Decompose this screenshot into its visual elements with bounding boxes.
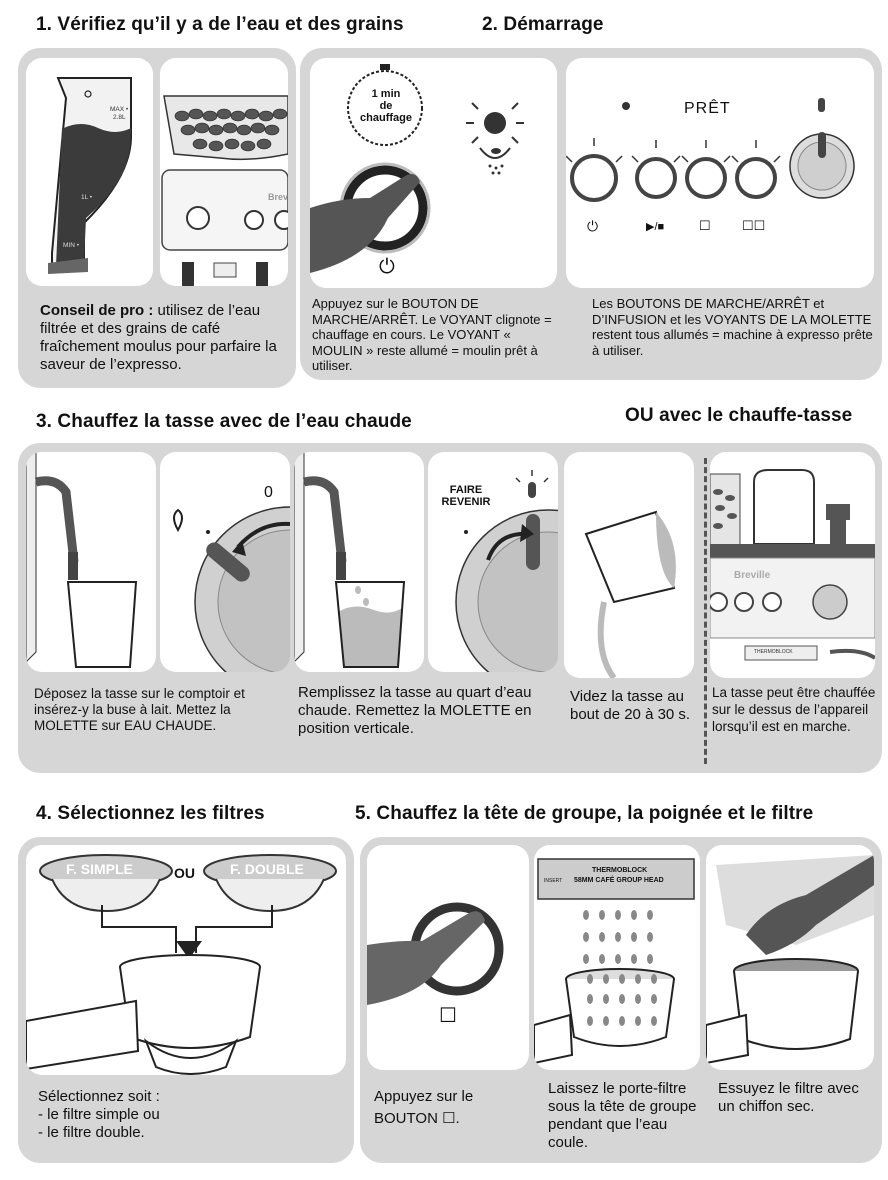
wipe-filter-card <box>706 845 874 1070</box>
tank-max-label: MAX • <box>110 106 129 113</box>
group-head-card <box>534 845 700 1070</box>
plate-insert: INSERT <box>544 878 563 884</box>
press-cup-card <box>367 845 529 1070</box>
step5-caption-a <box>374 1086 524 1130</box>
step3-caption-a: Déposez la tasse sur le comptoir et insérez-y la buse à lait. Mettez la MOLETTE sur EAU CHAUDE. <box>34 686 245 733</box>
step3-alt-heading: OU avec le chauffe-tasse <box>625 405 853 426</box>
tip-title: Conseil de pro : <box>40 302 154 319</box>
double-cup-icon: ☐☐ <box>742 218 766 233</box>
timer-line3: chauffage <box>360 112 412 124</box>
dial-hot-water-card <box>160 452 290 672</box>
step5-caption-a-text: Appuyez sur le BOUTON <box>374 1088 474 1127</box>
step3-heading: 3. Chauffez la tasse avec de l’eau chaude <box>36 411 412 432</box>
ready-panel-card <box>566 58 874 288</box>
cup-wand-card <box>26 452 156 672</box>
step3-caption-b: Remplissez la tasse au quart d’eau chaude. Remettez la MOLETTE en position verticale. <box>298 684 532 737</box>
bean-hopper-card <box>160 58 288 286</box>
step5-caption-c: Essuyez le filtre avec un chiffon sec. <box>718 1080 859 1115</box>
machine-brand-label: Brev <box>268 192 288 202</box>
tank-max-volume: 2.8L <box>113 114 126 121</box>
plate-line1: THERMOBLOCK <box>592 867 648 874</box>
dial-zero-label: 0 <box>264 484 273 501</box>
timer-line1: 1 min <box>371 88 401 100</box>
step5-caption-b: Laissez le porte-filtre sous la tête de groupe pendant que l’eau coule. <box>548 1080 697 1151</box>
timer-line2: de <box>379 100 393 112</box>
power-button-icon: ⏻ <box>587 218 599 234</box>
press-cup-illustration <box>367 845 529 1070</box>
cup-warmer-card <box>710 452 875 678</box>
power-press-card <box>310 58 557 288</box>
cup-button-icon: ☐. <box>442 1110 460 1127</box>
step1-heading: 1. Vérifiez qu’il y a de l’eau et des grains <box>36 14 404 35</box>
power-press-illustration <box>310 58 557 288</box>
brew-button-icon: ▶/■ <box>646 221 665 233</box>
single-filter-label: F. SIMPLE <box>66 861 133 877</box>
ready-panel-illustration <box>566 58 874 288</box>
cup-filling-illustration <box>294 452 424 672</box>
step1-tip <box>40 302 288 374</box>
step2-caption-a: Appuyez sur le BOUTON DE MARCHE/ARRÊT. Le VOYANT clignote = chauffage en cours. Le VOYANT « MOULIN » reste allumé = moulin prêt à utiliser. <box>312 296 552 373</box>
filters-card <box>26 845 346 1075</box>
tank-1l-label: 1L • <box>81 194 93 201</box>
or-label: OU <box>174 865 195 881</box>
step3-caption-c: Videz la tasse au bout de 20 à 30 s. <box>570 688 691 723</box>
cup-wand-illustration <box>26 452 156 672</box>
bean-hopper-illustration <box>160 58 288 286</box>
single-cup-icon: ☐ <box>699 218 711 233</box>
press-cup-icon: ☐ <box>439 1005 457 1027</box>
warmer-brand-label: Breville <box>734 570 771 581</box>
water-tank-card <box>26 58 153 286</box>
alternative-divider <box>704 458 707 764</box>
double-filter-label: F. DOUBLE <box>230 861 304 877</box>
step2-caption-b: Les BOUTONS DE MARCHE/ARRÊT et D’INFUSION et les VOYANTS DE LA MOLETTE restent tous allumés = machine à expresso prête à utiliser. <box>592 296 873 358</box>
cup-filling-card <box>294 452 424 672</box>
step3-caption-d: La tasse peut être chauffée sur le dessus de l’appareil lorsqu’il est en marche. <box>712 685 876 734</box>
tank-min-label: MIN • <box>63 242 79 249</box>
warmer-plate-label: THERMOBLOCK <box>754 649 793 655</box>
step2-heading: 2. Démarrage <box>482 14 604 35</box>
empty-cup-card <box>564 452 694 678</box>
empty-cup-illustration <box>564 452 694 678</box>
plate-line2: 58MM CAFÉ GROUP HEAD <box>574 877 664 884</box>
step4-heading: 4. Sélectionnez les filtres <box>36 803 265 824</box>
tip-text: utilisez de l’eau filtrée et des grains de café fraîchement moulus pour parfaire la saveur de l’expresso. <box>40 302 277 373</box>
power-icon: ⏻ <box>379 256 395 278</box>
return-label: FAIRE REVENIR <box>441 484 491 508</box>
ready-label: PRÊT <box>684 100 731 117</box>
step5-heading: 5. Chauffez la tête de groupe, la poignée et le filtre <box>355 803 814 824</box>
wipe-filter-illustration <box>706 845 874 1070</box>
cup-warmer-illustration <box>710 452 875 678</box>
step4-caption: Sélectionnez soit : - le filtre simple ou - le filtre double. <box>38 1088 160 1141</box>
dial-return-card <box>428 452 558 672</box>
water-tank-illustration <box>26 58 153 286</box>
